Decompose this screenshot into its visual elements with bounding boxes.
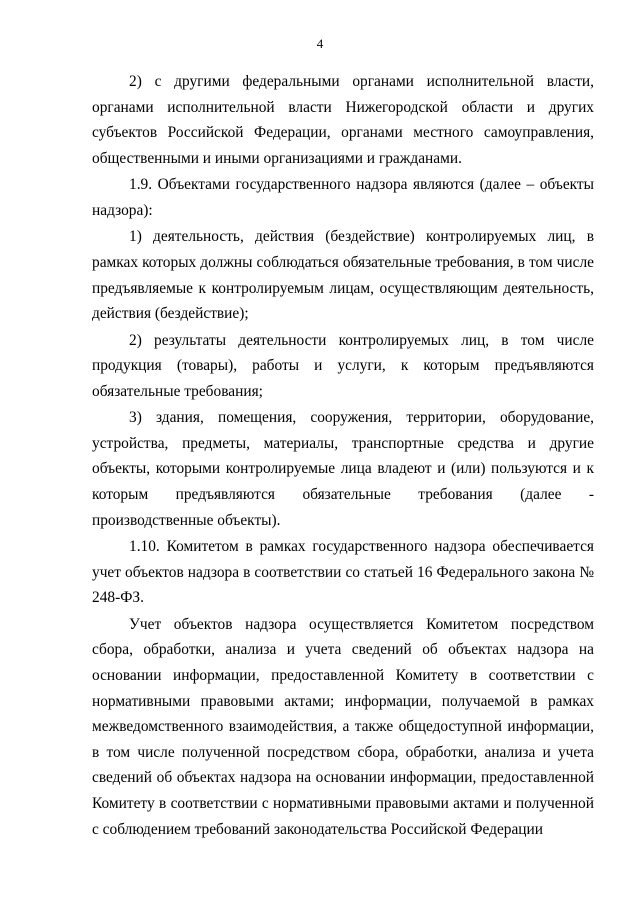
paragraph-1-10-accounting: 1.10. Комитетом в рамках государственного надзора обеспечивается учет объектов надзора в соответствии со статьей 16 Федерального закона № 248-ФЗ.: [92, 538, 594, 607]
paragraph-item-1-activity: 1) деятельность, действия (бездействие) контролируемых лиц, в рамках которых должны соблюдаться обязательные требования, в том числе предъявляемые к контролируемым лицам, осуществляющим деятельность, действия (бездействие);: [92, 228, 594, 323]
paragraph-accounting-procedure: Учет объектов надзора осуществляется Комитетом посредством сбора, обработки, анализа и учета сведений об объектах надзора на основании информации, предоставленной Комитету в соответствии с нормативными правовыми актами; информации, получаемой в рамках межведомственного взаимодействия, а также общедоступной информации, в том числе полученной посредством сбора, обработки, анализа и учета сведений об объектах надзора на основании информации, предоставленной Комитету в соответствии с нормативными правовыми актами и полученной с соблюдением требований законодательства Российской Федерации: [92, 615, 594, 838]
paragraph-item-3-production-objects: 3) здания, помещения, сооружения, территории, оборудование, устройства, предметы, материалы, транспортные средства и другие объекты, которыми контролируемые лица владеют и (или) пользуются и к которым предъявляются обязательные требования (далее - производственные объекты).: [92, 409, 594, 529]
paragraph-item-2-results: 2) результаты деятельности контролируемых лиц, в том числе продукция (товары), работы и услуги, к которым предъявляются обязательные требования;: [92, 331, 594, 400]
document-body: [92, 69, 594, 843]
paragraph-item-2-interaction: 2) с другими федеральными органами исполнительной власти, органами исполнительной власти Нижегородской области и других субъектов Российской Федерации, органами местного самоуправления, общественными и иными организациями и гражданами.: [92, 73, 594, 167]
paragraph-1-9-objects-of-supervision: 1.9. Объектами государственного надзора являются (далее – объекты надзора):: [92, 176, 594, 219]
page-number: 4: [316, 36, 324, 51]
